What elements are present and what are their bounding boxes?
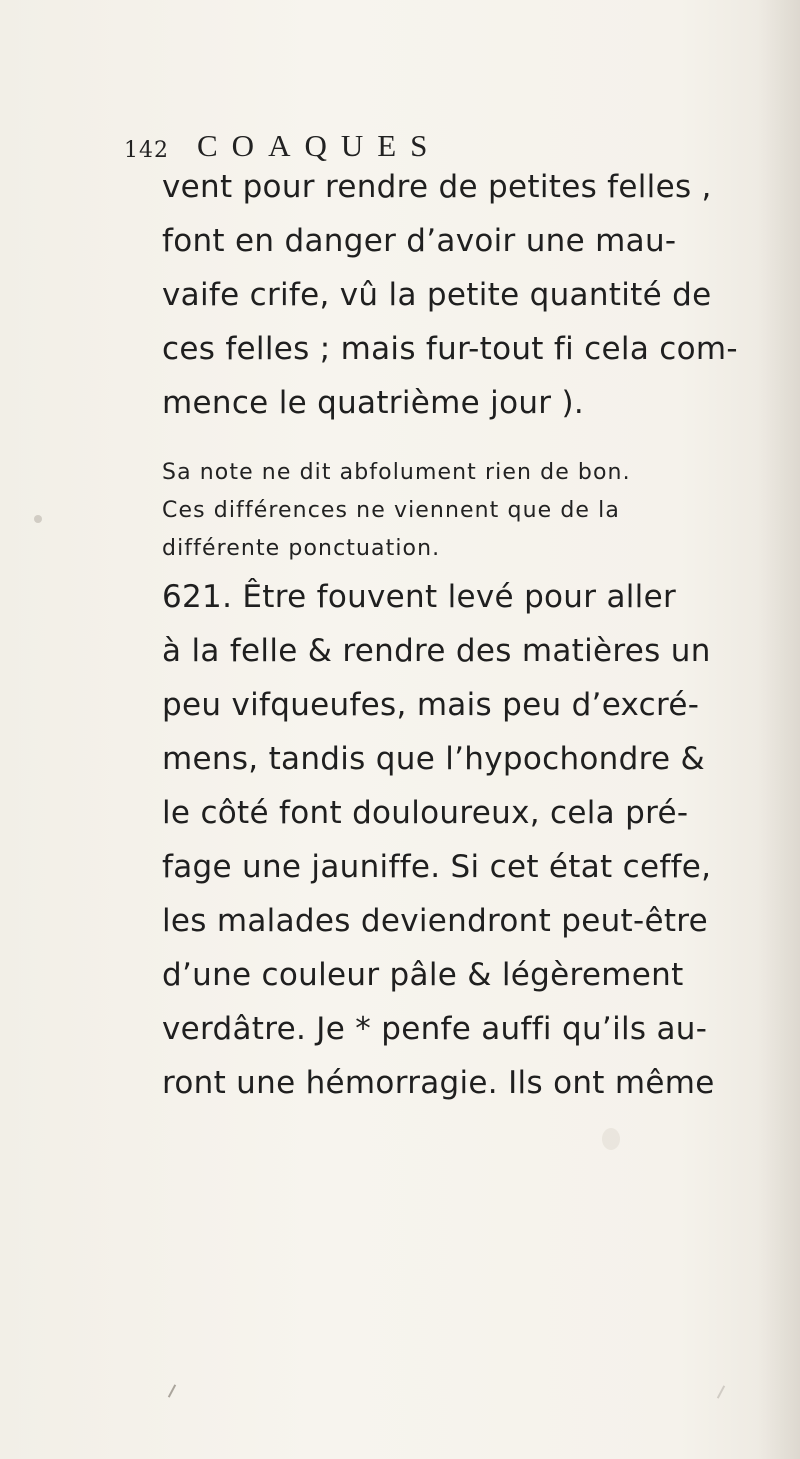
paragraph-2-line: d’une couleur pâle & légèrement [162,957,684,993]
paragraph-2-line: ront une hémorragie. Ils ont même [162,1065,715,1101]
paragraph-2-line: verdâtre. Je * penfe auffi qu’ils au- [162,1011,708,1047]
paragraph-1-line: mence le quatrième jour ). [162,385,585,421]
note-line: Sa note ne dit abfolument rien de bon. [162,460,631,485]
paragraph-2-line: à la felle & rendre des matières un [162,633,711,669]
paragraph-1-line: vaife crife, vû la petite quantité de [162,277,712,313]
note-line: Ces différences ne viennent que de la [162,498,620,523]
paragraph-1 [162,160,772,430]
paragraph-2-line: mens, tandis que l’hypochondre & [162,741,705,777]
editorial-note [162,454,772,568]
paragraph-2-line: fage une jauniffe. Si cet état ceffe, [162,849,712,885]
paragraph-1-line: vent pour rendre de petites felles , [162,169,712,205]
paper-speck [602,1128,620,1150]
page-number: 142 [124,138,169,163]
paragraph-1-line: ces felles ; mais fur-tout fi cela com- [162,331,738,367]
paragraph-1-line: font en danger d’avoir une mau- [162,223,677,259]
paper-mark [717,1385,725,1398]
paragraph-2-line: les malades deviendront peut-être [162,903,709,939]
paragraph-2 [162,570,772,1110]
note-line: différente ponctuation. [162,536,441,561]
paper-speck [34,515,42,523]
running-title: COAQUES [197,128,442,163]
paragraph-2-line: 621. Être fouvent levé pour aller [162,579,676,615]
paragraph-2-line: peu vifqueufes, mais peu d’excré- [162,687,700,723]
paper-mark [168,1384,176,1397]
paragraph-2-line: le côté font douloureux, cela pré- [162,795,689,831]
